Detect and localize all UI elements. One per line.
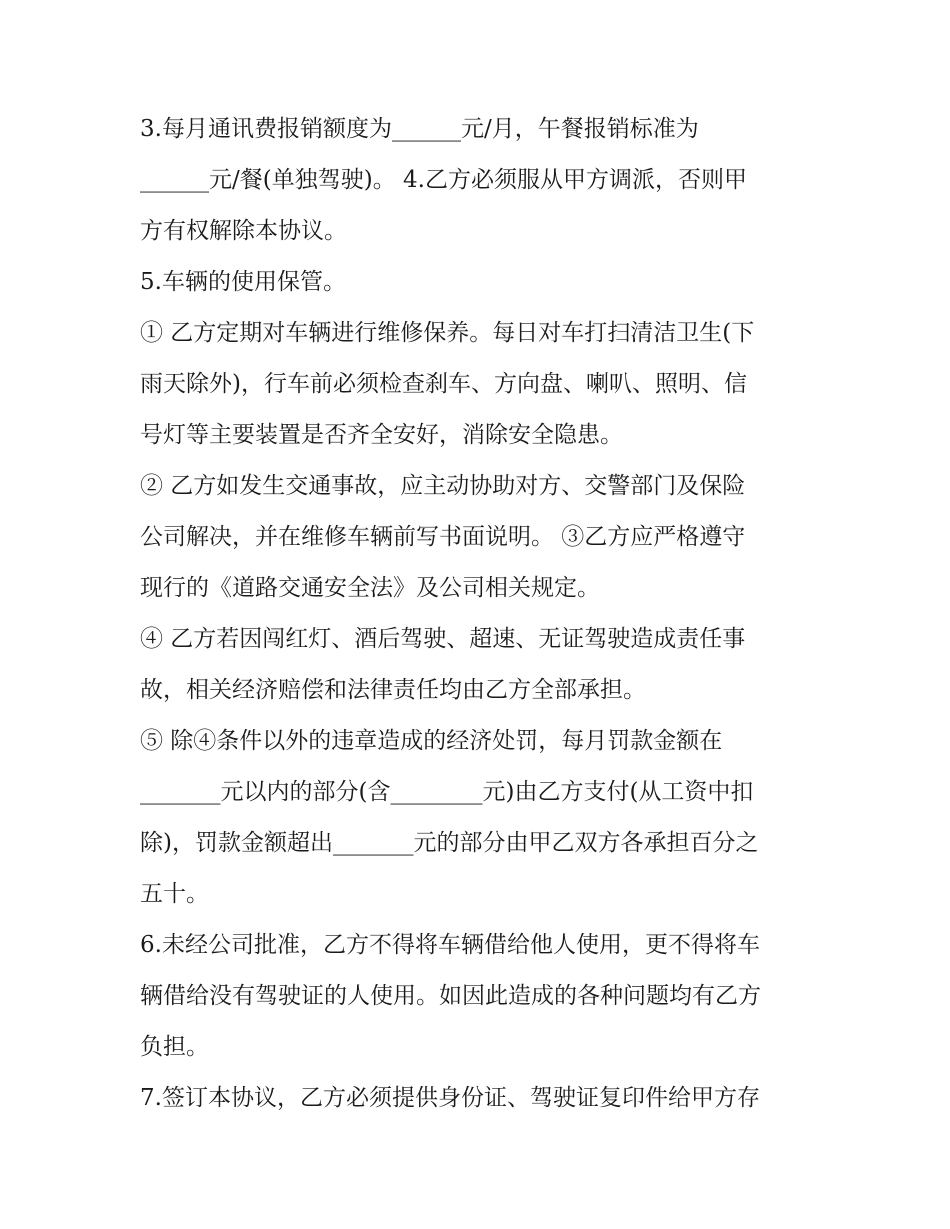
text-line-2: ______元/餐(单独驾驶)。 4.乙方必须服从甲方调派，否则甲 [140,167,747,193]
text-line-15: 除)，罚款金额超出_______元的部分由甲乙双方各承担百分之 [140,830,759,856]
text-line-6: 雨天除外)，行车前必须检查刹车、方向盘、喇叭、照明、信 [140,371,747,397]
text-line-7: 号灯等主要装置是否齐全安好，消除安全隐患。 [140,422,623,448]
text-line-8: ② 乙方如发生交通事故，应主动协助对方、交警部门及保险 [140,473,746,499]
text-line-13: ⑤ 除④条件以外的违章造成的经济处罚，每月罚款金额在 [140,728,723,754]
text-line-19: 负担。 [140,1034,209,1060]
text-line-5: ① 乙方定期对车辆进行维修保养。每日对车打扫清洁卫生(下 [140,320,755,346]
text-line-12: 故，相关经济赔偿和法律责任均由乙方全部承担。 [140,677,646,703]
text-line-16: 五十。 [140,881,209,907]
text-line-1: 3.每月通讯费报销额度为______元/月，午餐报销标准为 [140,116,699,142]
text-line-20: 7.签订本协议，乙方必须提供身份证、驾驶证复印件给甲方存 [140,1085,760,1111]
text-line-9: 公司解决，并在维修车辆前写书面说明。 ③乙方应严格遵守 [140,524,746,550]
text-line-17: 6.未经公司批准，乙方不得将车辆借给他人使用，更不得将车 [140,932,760,958]
document-body [140,104,820,1124]
text-line-4: 5.车辆的使用保管。 [140,269,346,295]
text-line-14: _______元以内的部分(含________元)由乙方支付(从工资中扣 [140,779,754,805]
text-line-11: ④ 乙方若因闯红灯、酒后驾驶、超速、无证驾驶造成责任事 [140,626,746,652]
text-line-18: 辆借给没有驾驶证的人使用。如因此造成的各种问题均有乙方 [140,983,761,1009]
text-line-3: 方有权解除本协议。 [140,218,347,244]
text-line-10: 现行的《道路交通安全法》及公司相关规定。 [140,575,600,601]
